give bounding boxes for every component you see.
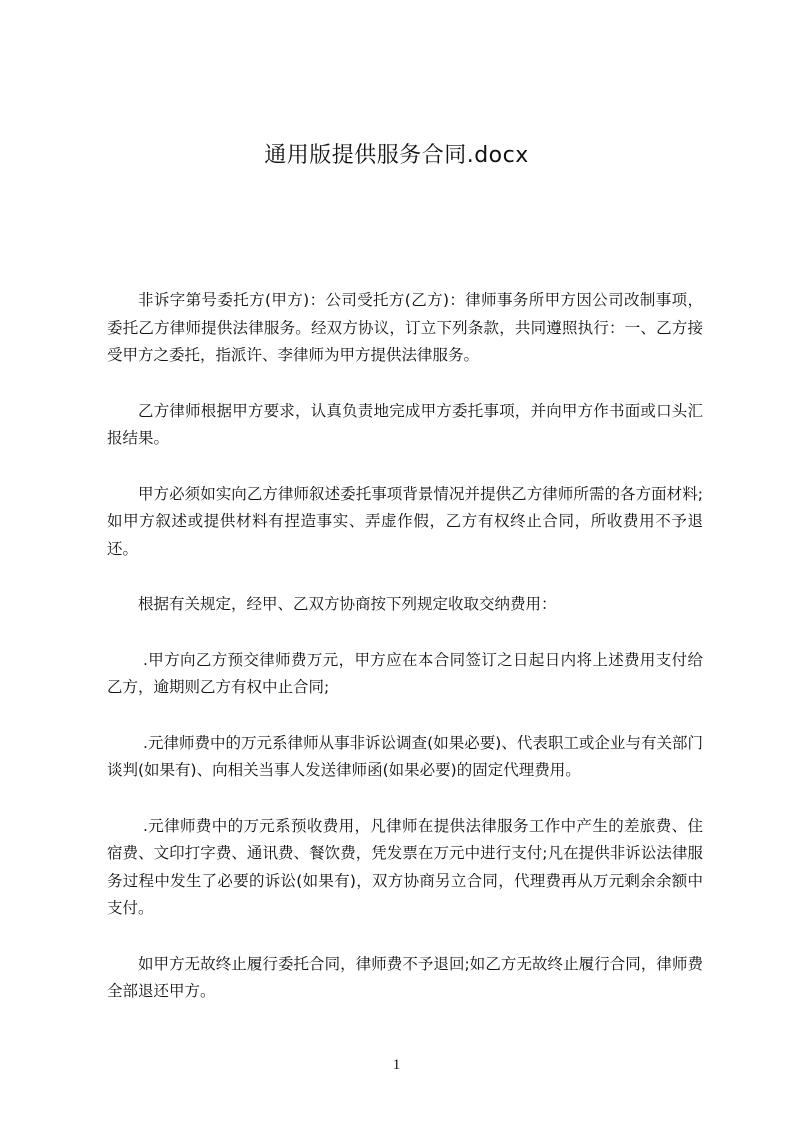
paragraph-fee-item-1: .甲方向乙方预交律师费万元，甲方应在本合同签订之日起日内将上述费用支付给乙方，逾期则乙方有权中止合同; <box>107 650 703 696</box>
paragraph-report: 乙方律师根据甲方要求，认真负责地完成甲方委托事项，并向甲方作书面或口头汇报结果。 <box>107 401 703 447</box>
paragraph-termination: 如甲方无故终止履行委托合同，律师费不予退回;如乙方无故终止履行合同，律师费全部退还甲方。 <box>107 954 703 1000</box>
document-body <box>107 287 703 1034</box>
paragraph-materials: 甲方必须如实向乙方律师叙述委托事项背景情况并提供乙方律师所需的各方面材料;如甲方叙述或提供材料有捏造事实、弄虚作假，乙方有权终止合同，所收费用不予退还。 <box>107 484 703 558</box>
paragraph-intro: 非诉字第号委托方(甲方)：公司受托方(乙方)：律师事务所甲方因公司改制事项，委托乙方律师提供法律服务。经双方协议，订立下列条款，共同遵照执行：一、乙方接受甲方之委托，指派许、李律师为甲方提供法律服务。 <box>107 291 703 364</box>
document-title: 通用版提供服务合同.docx <box>264 143 529 168</box>
paragraph-fee-rules: 根据有关规定，经甲、乙双方协商按下列规定收取交纳费用： <box>138 595 557 613</box>
paragraph-fee-item-2: .元律师费中的万元系律师从事非诉讼调查(如果必要)、代表职工或企业与有关部门谈判(如果有)、向相关当事人发送律师函(如果必要)的固定代理费用。 <box>107 733 703 779</box>
paragraph-fee-item-3: .元律师费中的万元系预收费用，凡律师在提供法律服务工作中产生的差旅费、住宿费、文印打字费、通讯费、餐饮费，凭发票在万元中进行支付;凡在提供非诉讼法律服务过程中发生了必要的诉讼(如果有)，双方协商另立合同，代理费再从万元剩余余额中支付。 <box>107 816 703 917</box>
page-number: 1 <box>392 1057 401 1073</box>
